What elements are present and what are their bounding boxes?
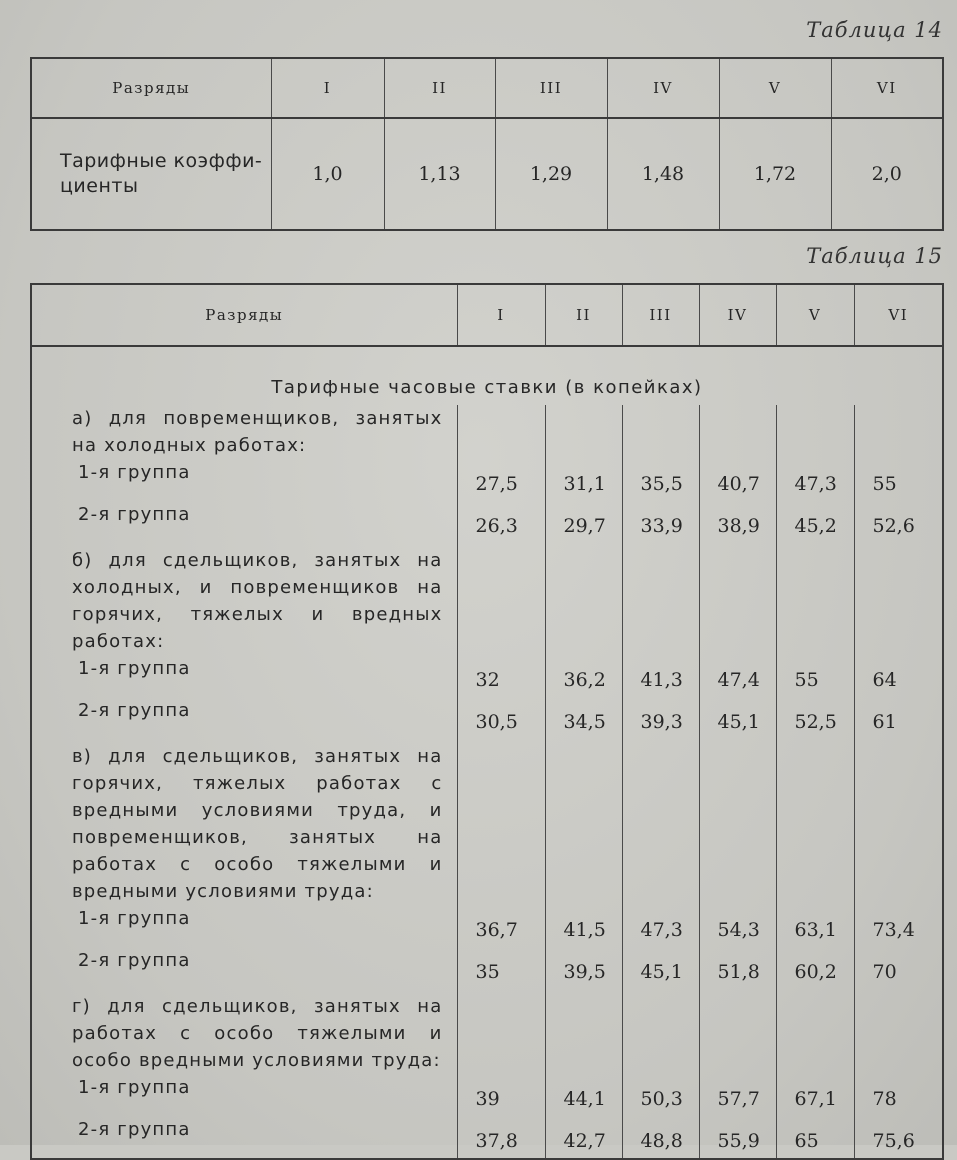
- grade-header: II: [384, 58, 495, 118]
- table-cell: 67,1: [776, 1074, 854, 1116]
- table-cell: 55: [854, 459, 943, 501]
- table-cell: 78: [854, 1074, 943, 1116]
- table-cell: 47,4: [699, 655, 776, 697]
- table-cell: 35,5: [622, 459, 699, 501]
- table-15-subtitle: Тарифные часовые ставки (в копейках): [271, 376, 703, 398]
- table-cell: 41,5: [545, 905, 622, 947]
- grade-header: IV: [607, 58, 719, 118]
- table-cell: 54,3: [699, 905, 776, 947]
- section-title: г) для сдельщиков, занятых на работах с особо тяжелыми и особо вредными условиями труда:: [72, 996, 443, 1071]
- table-cell: 36,7: [457, 905, 545, 947]
- table-cell: 37,8: [457, 1116, 545, 1158]
- table-cell: 55: [776, 655, 854, 697]
- table-cell: 52,5: [776, 697, 854, 739]
- table-15-hourly-rates: [30, 283, 944, 1160]
- group-label: 2-я группа: [78, 504, 191, 525]
- table-cell: 36,2: [545, 655, 622, 697]
- row-label: [31, 118, 271, 230]
- grade-header: I: [457, 284, 545, 346]
- table-14-header-row: [31, 58, 943, 118]
- table-cell: 45,2: [776, 501, 854, 543]
- table-row: [31, 1074, 943, 1116]
- table-15-subtitle-row: [31, 346, 943, 405]
- section-title: б) для сдельщиков, занятых на холодных, и повременщиков на горячих, тяжелых и вредных работах:: [72, 550, 443, 652]
- table-row: [31, 501, 943, 543]
- table-row: [31, 1116, 943, 1158]
- table-cell: 60,2: [776, 947, 854, 989]
- table-15-header-label: Разряды: [31, 284, 457, 346]
- table-cell: 52,6: [854, 501, 943, 543]
- table-row: [31, 905, 943, 947]
- table-cell: 39,3: [622, 697, 699, 739]
- grade-header: IV: [699, 284, 776, 346]
- table-14-header-label: Разряды: [31, 58, 271, 118]
- group-label: 2-я группа: [78, 700, 191, 721]
- table-cell: 65: [776, 1116, 854, 1158]
- table-cell: 50,3: [622, 1074, 699, 1116]
- grade-header: II: [545, 284, 622, 346]
- table-cell: 26,3: [457, 501, 545, 543]
- table-cell: 1,29: [495, 118, 607, 230]
- table-cell: 48,8: [622, 1116, 699, 1158]
- table-cell: 75,6: [854, 1116, 943, 1158]
- table-15-header-row: [31, 284, 943, 346]
- table-cell: 39,5: [545, 947, 622, 989]
- table-14-caption: Таблица 14: [806, 18, 943, 42]
- table-row: [31, 118, 943, 230]
- table-cell: 38,9: [699, 501, 776, 543]
- table-cell: 55,9: [699, 1116, 776, 1158]
- table-cell: 63,1: [776, 905, 854, 947]
- row-label-line: циенты: [60, 175, 139, 197]
- table-cell: 47,3: [776, 459, 854, 501]
- table-cell: 40,7: [699, 459, 776, 501]
- section-title-row: [31, 739, 943, 905]
- table-cell: 35: [457, 947, 545, 989]
- group-label: 1-я группа: [78, 462, 191, 483]
- table-cell: 73,4: [854, 905, 943, 947]
- table-15-caption: Таблица 15: [806, 244, 943, 268]
- table-cell: 1,13: [384, 118, 495, 230]
- table-cell: 70: [854, 947, 943, 989]
- table-bottom-spacer: [31, 1158, 943, 1159]
- table-cell: 51,8: [699, 947, 776, 989]
- table-cell: 42,7: [545, 1116, 622, 1158]
- group-label: 1-я группа: [78, 1077, 191, 1098]
- table-cell: 57,7: [699, 1074, 776, 1116]
- table-row: [31, 459, 943, 501]
- table-cell: 32: [457, 655, 545, 697]
- table-cell: 61: [854, 697, 943, 739]
- grade-header: V: [776, 284, 854, 346]
- group-label: 1-я группа: [78, 658, 191, 679]
- section-title: а) для повременщиков, занятых на холодных работах:: [72, 408, 443, 456]
- table-cell: 44,1: [545, 1074, 622, 1116]
- table-row: [31, 697, 943, 739]
- table-cell: 45,1: [622, 947, 699, 989]
- section-title-row: [31, 543, 943, 655]
- group-label: 2-я группа: [78, 1119, 191, 1140]
- group-label: 1-я группа: [78, 908, 191, 929]
- section-title-row: [31, 989, 943, 1074]
- table-cell: 41,3: [622, 655, 699, 697]
- table-cell: 2,0: [831, 118, 943, 230]
- table-row: [31, 947, 943, 989]
- grade-header: III: [495, 58, 607, 118]
- group-label: 2-я группа: [78, 950, 191, 971]
- table-cell: 1,0: [271, 118, 384, 230]
- section-title-row: [31, 405, 943, 459]
- table-cell: 27,5: [457, 459, 545, 501]
- grade-header: I: [271, 58, 384, 118]
- grade-header: III: [622, 284, 699, 346]
- table-cell: 33,9: [622, 501, 699, 543]
- table-cell: 31,1: [545, 459, 622, 501]
- table-14-tariff-coefficients: [30, 57, 944, 231]
- table-cell: 39: [457, 1074, 545, 1116]
- table-cell: 47,3: [622, 905, 699, 947]
- row-label-line: Тарифные коэффи-: [60, 150, 263, 172]
- table-cell: 64: [854, 655, 943, 697]
- table-cell: 30,5: [457, 697, 545, 739]
- grade-header: VI: [854, 284, 943, 346]
- table-cell: 45,1: [699, 697, 776, 739]
- table-cell: 1,72: [719, 118, 831, 230]
- table-cell: 29,7: [545, 501, 622, 543]
- grade-header: V: [719, 58, 831, 118]
- table-row: [31, 655, 943, 697]
- table-cell: 34,5: [545, 697, 622, 739]
- section-title: в) для сдельщиков, занятых на горячих, тяжелых работах с вредными условиями труда, и повременщиков, занятых на работах с особо тяжелыми и вредными условиями труда:: [72, 746, 443, 902]
- grade-header: VI: [831, 58, 943, 118]
- table-cell: 1,48: [607, 118, 719, 230]
